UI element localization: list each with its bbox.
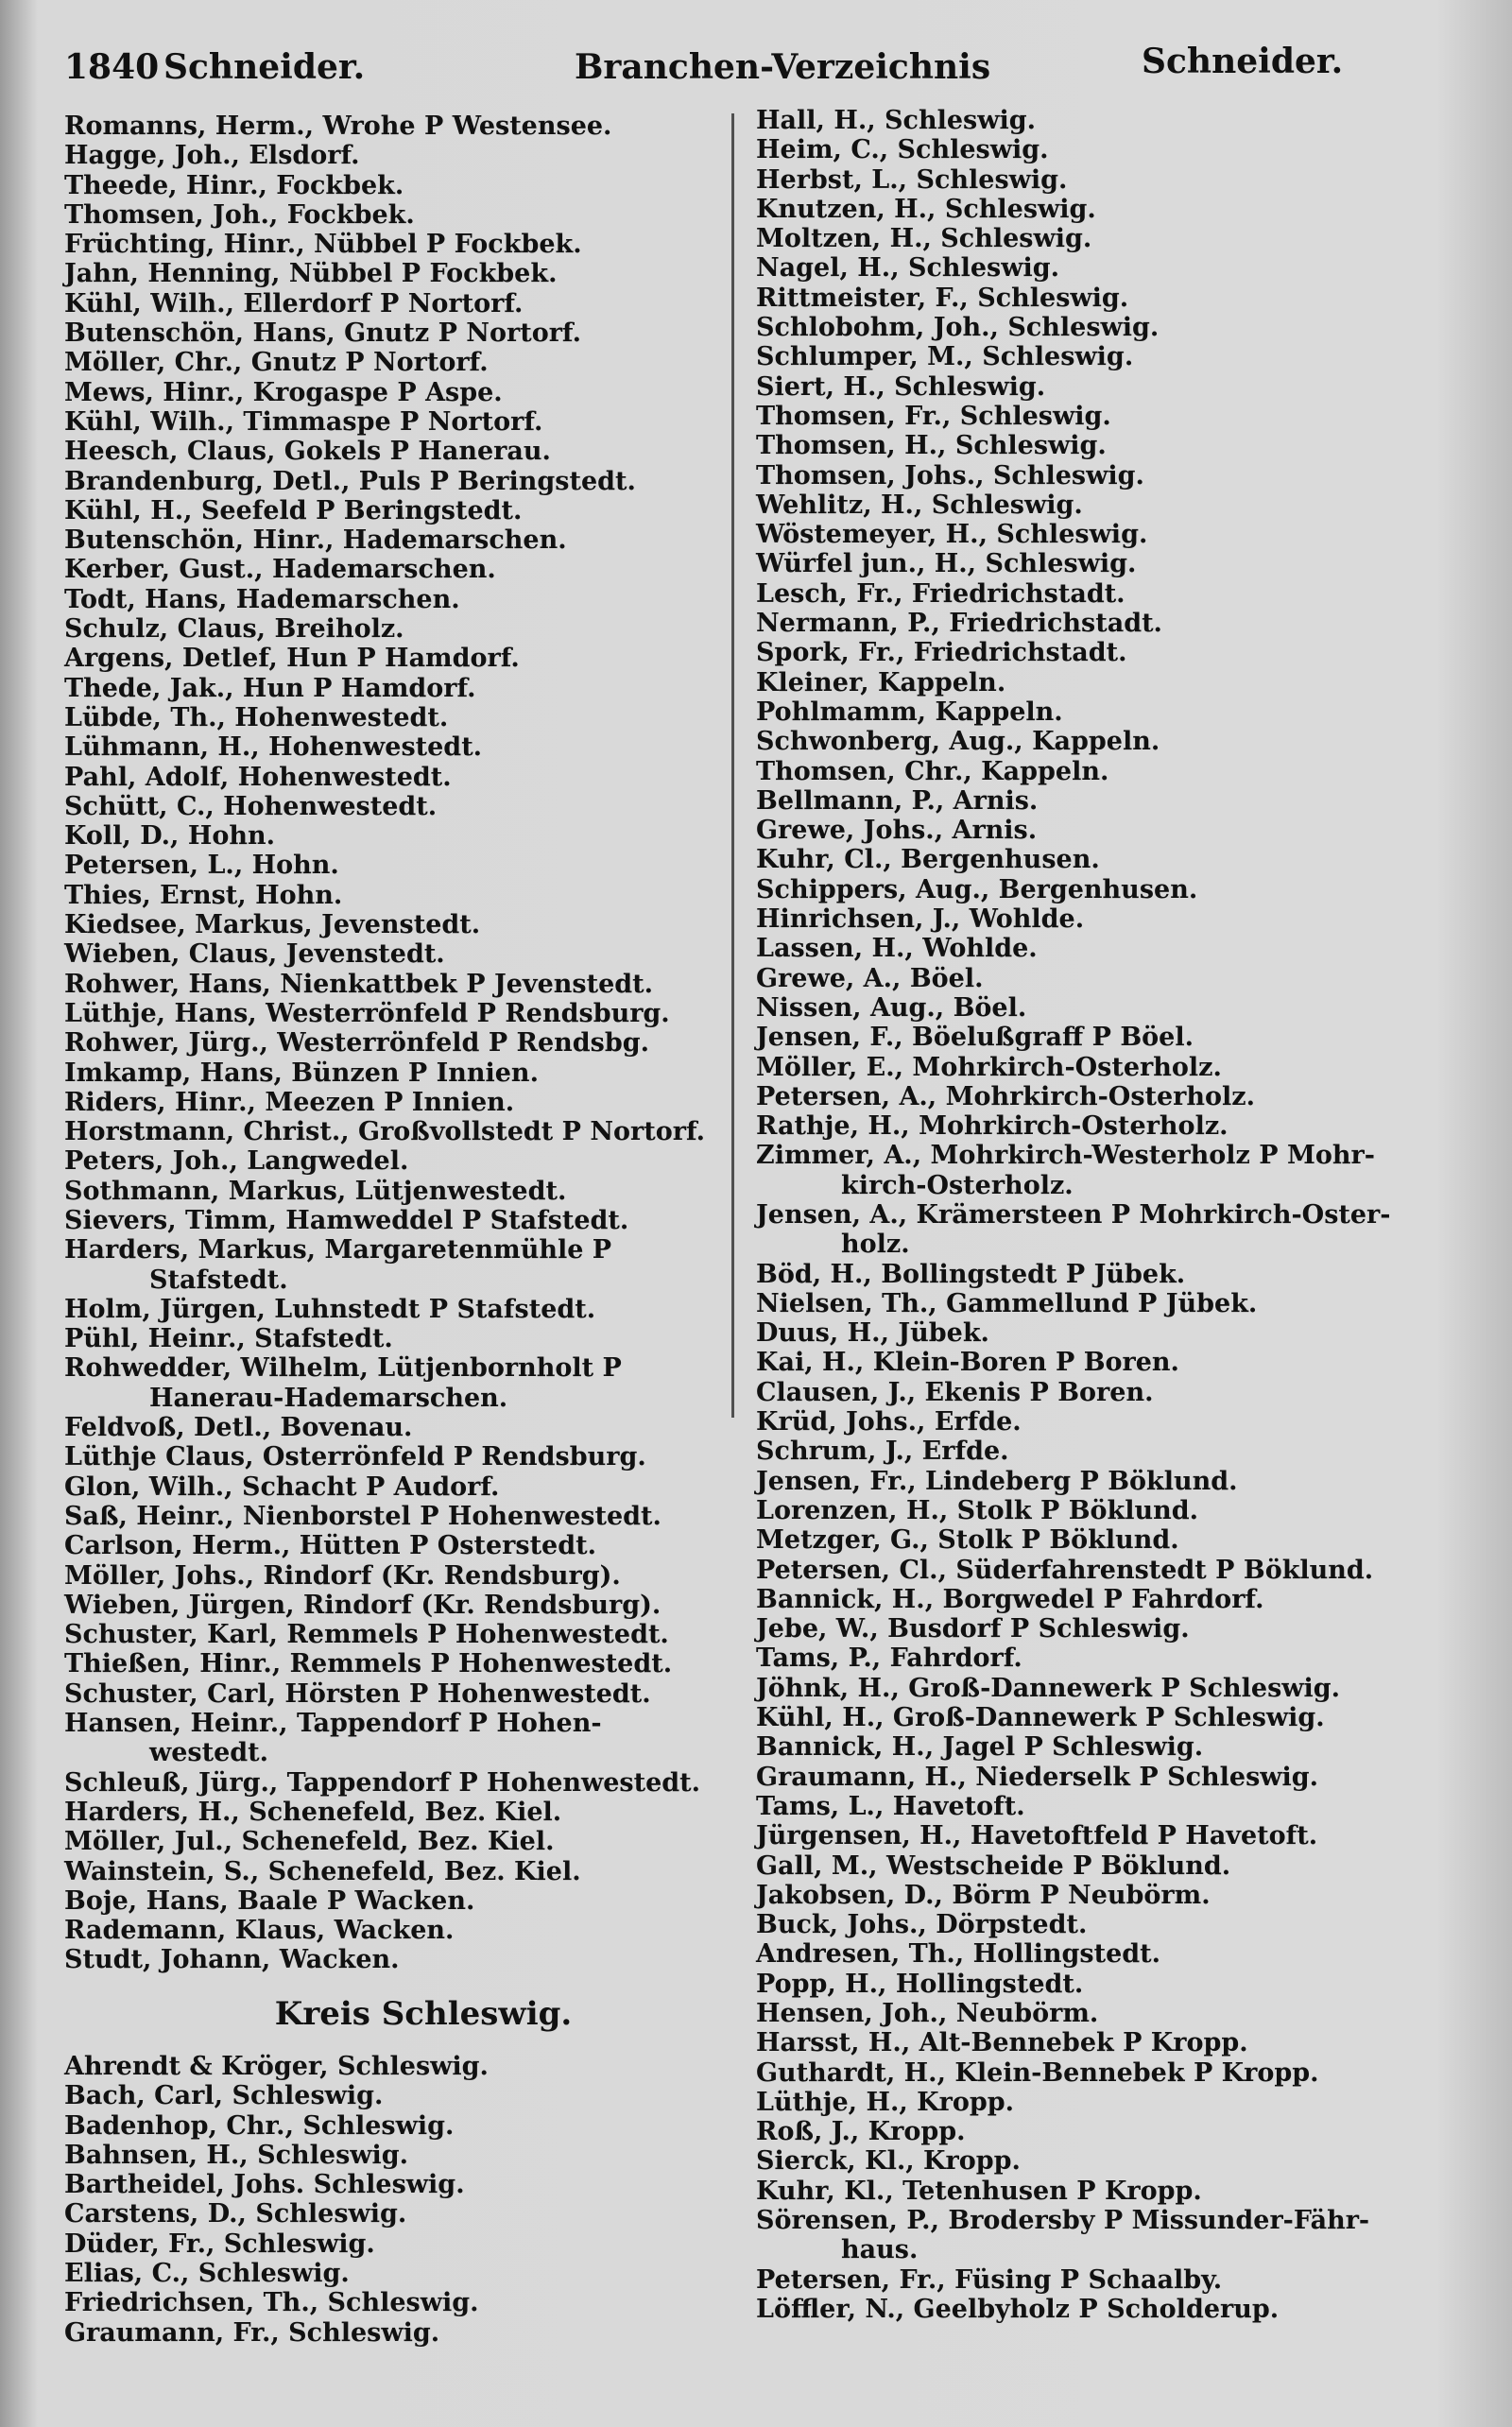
list-item: Schwonberg, Aug., Kappeln. [756, 727, 1160, 757]
list-item: Kuhr, Kl., Tetenhusen P Kropp. [756, 2176, 1202, 2206]
list-item: Harsst, H., Alt-Bennebek P Kropp. [756, 2028, 1248, 2058]
list-item: Düder, Fr., Schleswig. [64, 2229, 375, 2259]
list-item: Jakobsen, D., Börm P Neubörm. [756, 1880, 1211, 1910]
list-item: Thomsen, Johs., Schleswig. [756, 460, 1144, 491]
list-item: Kühl, Wilh., Ellerdorf P Nortorf. [64, 288, 524, 318]
list-item: Carstens, D., Schleswig. [64, 2199, 407, 2229]
list-item: Thomsen, Chr., Kappeln. [756, 756, 1109, 786]
list-item: Knutzen, H., Schleswig. [756, 194, 1096, 224]
list-item: Boje, Hans, Baale P Wacken. [64, 1885, 475, 1916]
list-item: Lesch, Fr., Friedrichstadt. [756, 578, 1125, 609]
list-item: Jensen, Fr., Lindeberg P Böklund. [756, 1466, 1238, 1496]
list-item: Friedrichsen, Th., Schleswig. [64, 2288, 479, 2318]
list-item: Kleiner, Kappeln. [756, 667, 1006, 697]
list-item: Harders, H., Schenefeld, Bez. Kiel. [64, 1797, 562, 1827]
list-item: Lüthje Claus, Osterrönfeld P Rendsburg. [64, 1442, 646, 1472]
header-category-right: Schneider. [1142, 42, 1344, 81]
list-item: Elias, C., Schleswig. [64, 2259, 350, 2289]
list-item: Andresen, Th., Hollingstedt. [756, 1939, 1160, 1970]
list-item: Jöhnk, H., Groß-Dannewerk P Schleswig. [756, 1673, 1341, 1703]
list-item: Bach, Carl, Schleswig. [64, 2081, 384, 2111]
list-item: Nagel, H., Schleswig. [756, 253, 1059, 284]
list-item: Rohwer, Hans, Nienkattbek P Jevenstedt. [64, 969, 654, 999]
list-item: Glon, Wilh., Schacht P Audorf. [64, 1472, 500, 1502]
list-item: Möller, E., Mohrkirch-Osterholz. [756, 1052, 1222, 1082]
list-item: Früchting, Hinr., Nübbel P Fockbek. [64, 230, 582, 260]
list-item: Kerber, Gust., Hademarschen. [64, 555, 496, 585]
list-item: Schuster, Karl, Remmels P Hohenwestedt. [64, 1620, 669, 1650]
list-item: Bartheidel, Johs. Schleswig. [64, 2170, 465, 2200]
list-item: Hagge, Joh., Elsdorf. [64, 141, 360, 171]
list-item: Ahrendt & Kröger, Schleswig. [64, 2052, 489, 2081]
list-item: Sörensen, P., Brodersby P Missunder-Fähr- [756, 2206, 1370, 2236]
list-item: Nermann, P., Friedrichstadt. [756, 609, 1162, 639]
list-item: Wieben, Claus, Jevenstedt. [64, 939, 445, 970]
list-item: Böd, H., Bollingstedt P Jübek. [756, 1259, 1186, 1289]
list-item: Hansen, Heinr., Tappendorf P Hohen- [64, 1709, 602, 1739]
list-item: Lorenzen, H., Stolk P Böklund. [756, 1495, 1199, 1525]
list-item: Butenschön, Hans, Gnutz P Nortorf. [64, 318, 581, 349]
list-item: Bannick, H., Jagel P Schleswig. [756, 1732, 1204, 1763]
list-item: Grewe, Johs., Arnis. [756, 816, 1038, 846]
list-item: Duus, H., Jübek. [756, 1318, 989, 1349]
list-item: Wainstein, S., Schenefeld, Bez. Kiel. [64, 1856, 581, 1886]
list-item: kirch-Osterholz. [841, 1170, 1074, 1200]
list-item: Pahl, Adolf, Hohenwestedt. [64, 762, 452, 792]
list-item: Schuster, Carl, Hörsten P Hohenwestedt. [64, 1678, 651, 1709]
list-item: Kai, H., Klein-Boren P Boren. [756, 1348, 1179, 1378]
list-item: Schippers, Aug., Bergenhusen. [756, 874, 1198, 904]
list-item: Schütt, C., Hohenwestedt. [64, 791, 438, 821]
list-item: Krüd, Johs., Erfde. [756, 1407, 1022, 1437]
list-item: Rathje, H., Mohrkirch-Osterholz. [756, 1111, 1228, 1142]
list-item: Jensen, F., Böelußgraff P Böel. [756, 1023, 1194, 1053]
page-header [64, 38, 1344, 95]
list-item: Riders, Hinr., Meezen P Innien. [64, 1087, 515, 1117]
list-item: Rohwer, Jürg., Westerrönfeld P Rendsbg. [64, 1028, 650, 1059]
list-item: Roß, J., Kropp. [756, 2117, 966, 2147]
list-item: Bellmann, P., Arnis. [756, 785, 1039, 816]
list-item: Gall, M., Westscheide P Böklund. [756, 1850, 1231, 1881]
list-item: Harders, Markus, Margaretenmühle P [64, 1235, 612, 1265]
list-item: Koll, D., Hohn. [64, 821, 276, 852]
list-item: Jürgensen, H., Havetoftfeld P Havetoft. [756, 1821, 1318, 1851]
list-item: Grewe, A., Böel. [756, 963, 984, 993]
list-item: Hensen, Joh., Neubörm. [756, 1999, 1099, 2028]
list-item: Schrum, J., Erfde. [756, 1437, 1009, 1467]
list-item: Löffler, N., Geelbyholz P Scholderup. [756, 2294, 1280, 2324]
list-item: Lühmann, H., Hohenwestedt. [64, 732, 483, 763]
list-item: Moltzen, H., Schleswig. [756, 224, 1092, 254]
list-item: Peters, Joh., Langwedel. [64, 1146, 409, 1177]
list-item: Imkamp, Hans, Bünzen P Innien. [64, 1058, 539, 1088]
list-item: Tams, P., Fahrdorf. [756, 1644, 1022, 1674]
list-item: Wehlitz, H., Schleswig. [756, 490, 1083, 520]
list-item: Schleuß, Jürg., Tappendorf P Hohenwestedt. [64, 1767, 701, 1798]
list-item: Nissen, Aug., Böel. [756, 992, 1027, 1023]
list-item: Hanerau-Hademarschen. [149, 1383, 508, 1413]
list-item: Popp, H., Hollingstedt. [756, 1969, 1084, 1999]
list-item: Schlumper, M., Schleswig. [756, 342, 1134, 372]
list-item: Lüthje, Hans, Westerrönfeld P Rendsburg. [64, 998, 670, 1028]
right-column [756, 106, 1465, 2324]
list-item: Metzger, G., Stolk P Böklund. [756, 1525, 1179, 1556]
list-item: Lüthje, H., Kropp. [756, 2087, 1015, 2117]
list-item: Kühl, H., Groß-Dannewerk P Schleswig. [756, 1703, 1325, 1733]
list-item: Stafstedt. [149, 1265, 288, 1295]
list-item: Möller, Chr., Gnutz P Nortorf. [64, 348, 489, 378]
list-item: Möller, Johs., Rindorf (Kr. Rendsburg). [64, 1560, 621, 1591]
header-category-left: Schneider. [163, 47, 366, 87]
list-item: Hall, H., Schleswig. [756, 106, 1037, 135]
list-item: Clausen, J., Ekenis P Boren. [756, 1377, 1154, 1407]
list-item: Theede, Hinr., Fockbek. [64, 170, 404, 200]
list-item: Pühl, Heinr., Stafstedt. [64, 1324, 393, 1354]
list-item: Sievers, Timm, Hamweddel P Stafstedt. [64, 1205, 629, 1235]
list-item: Rittmeister, F., Schleswig. [756, 283, 1129, 313]
page-title: Branchen-Verzeichnis [575, 47, 991, 87]
list-item: Argens, Detlef, Hun P Hamdorf. [64, 644, 520, 674]
list-item: Sierck, Kl., Kropp. [756, 2146, 1021, 2177]
list-item: Todt, Hans, Hademarschen. [64, 584, 460, 614]
left-column [64, 112, 745, 2348]
list-item: Rohwedder, Wilhelm, Lütjenbornholt P [64, 1353, 622, 1384]
list-item: Tams, L., Havetoft. [756, 1791, 1025, 1821]
list-item: Petersen, Fr., Füsing P Schaalby. [756, 2264, 1223, 2295]
list-item: Guthardt, H., Klein-Bennebek P Kropp. [756, 2057, 1319, 2088]
list-item: Mews, Hinr., Krogaspe P Aspe. [64, 377, 503, 407]
list-item: Buck, Johs., Dörpstedt. [756, 1910, 1088, 1940]
list-item: Nielsen, Th., Gammellund P Jübek. [756, 1288, 1258, 1318]
section-heading: Kreis Schleswig. [274, 1994, 573, 2033]
list-item: Kuhr, Cl., Bergenhusen. [756, 845, 1100, 875]
list-item: Heesch, Claus, Gokels P Hanerau. [64, 437, 551, 467]
list-item: Schulz, Claus, Breiholz. [64, 614, 404, 645]
list-item: Lübde, Th., Hohenwestedt. [64, 702, 449, 732]
list-item: Thomsen, Joh., Fockbek. [64, 199, 415, 230]
list-item: Herbst, L., Schleswig. [756, 164, 1068, 195]
list-item: Petersen, A., Mohrkirch-Osterholz. [756, 1081, 1256, 1111]
list-item: Sothmann, Markus, Lütjenwestedt. [64, 1176, 567, 1206]
list-item: Thomsen, H., Schleswig. [756, 431, 1107, 461]
list-item: Graumann, Fr., Schleswig. [64, 2317, 440, 2348]
list-item: westedt. [149, 1738, 269, 1768]
list-item: haus. [841, 2235, 919, 2265]
list-item: Petersen, L., Hohn. [64, 851, 339, 881]
list-item: Jahn, Henning, Nübbel P Fockbek. [64, 259, 558, 289]
list-item: Lassen, H., Wohlde. [756, 934, 1038, 964]
list-item: holz. [841, 1230, 910, 1260]
list-item: Thießen, Hinr., Remmels P Hohenwestedt. [64, 1649, 673, 1679]
list-item: Kiedsee, Markus, Jevenstedt. [64, 910, 481, 940]
list-item: Carlson, Herm., Hütten P Osterstedt. [64, 1531, 596, 1561]
list-item: Romanns, Herm., Wrohe P Westensee. [64, 112, 612, 141]
list-item: Saß, Heinr., Nienborstel P Hohenwestedt. [64, 1501, 662, 1531]
list-item: Butenschön, Hinr., Hademarschen. [64, 525, 567, 556]
list-item: Thede, Jak., Hun P Hamdorf. [64, 673, 476, 703]
list-item: Thies, Ernst, Hohn. [64, 880, 343, 910]
list-item: Schlobohm, Joh., Schleswig. [756, 313, 1160, 343]
list-item: Wieben, Jürgen, Rindorf (Kr. Rendsburg). [64, 1590, 662, 1620]
list-item: Graumann, H., Niederselk P Schleswig. [756, 1762, 1319, 1792]
list-item: Feldvoß, Detl., Bovenau. [64, 1413, 413, 1443]
list-item: Thomsen, Fr., Schleswig. [756, 401, 1111, 431]
list-item: Siert, H., Schleswig. [756, 371, 1046, 402]
list-item: Horstmann, Christ., Großvollstedt P Nortorf. [64, 1117, 706, 1147]
list-item: Möller, Jul., Schenefeld, Bez. Kiel. [64, 1827, 555, 1857]
list-item: Rademann, Klaus, Wacken. [64, 1916, 455, 1946]
list-item: Pohlmamm, Kappeln. [756, 697, 1063, 727]
page-number: 1840 [64, 47, 160, 87]
list-item: Hinrichsen, J., Wohlde. [756, 904, 1085, 935]
list-item: Bannick, H., Borgwedel P Fahrdorf. [756, 1584, 1264, 1614]
list-item: Heim, C., Schleswig. [756, 135, 1049, 165]
list-item: Bahnsen, H., Schleswig. [64, 2140, 409, 2170]
list-item: Jensen, A., Krämersteen P Mohrkirch-Oster- [756, 1199, 1391, 1230]
list-item: Spork, Fr., Friedrichstadt. [756, 638, 1127, 668]
list-item: Kühl, Wilh., Timmaspe P Nortorf. [64, 406, 543, 437]
list-item: Zimmer, A., Mohrkirch-Westerholz P Mohr- [756, 1141, 1375, 1171]
list-item: Holm, Jürgen, Luhnstedt P Stafstedt. [64, 1294, 596, 1324]
list-item: Studt, Johann, Wacken. [64, 1945, 400, 1975]
list-item: Petersen, Cl., Süderfahrenstedt P Böklund. [756, 1555, 1374, 1585]
list-item: Würfel jun., H., Schleswig. [756, 549, 1137, 579]
list-item: Jebe, W., Busdorf P Schleswig. [756, 1614, 1190, 1644]
list-item: Badenhop, Chr., Schleswig. [64, 2110, 455, 2141]
list-item: Kühl, H., Seefeld P Beringstedt. [64, 495, 523, 525]
list-item: Wöstemeyer, H., Schleswig. [756, 520, 1148, 550]
list-item: Brandenburg, Detl., Puls P Beringstedt. [64, 466, 636, 496]
